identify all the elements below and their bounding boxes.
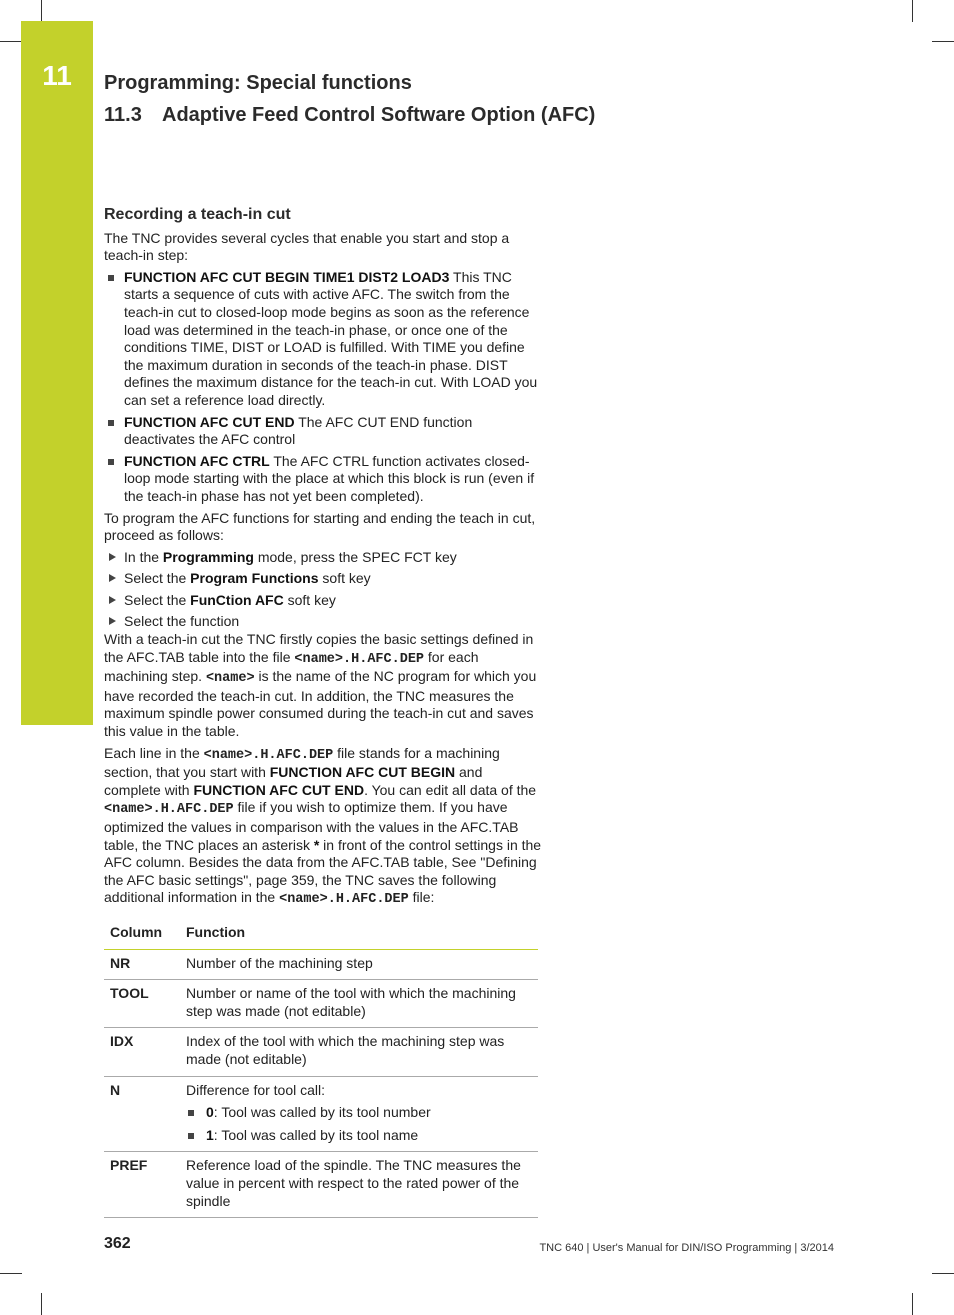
page-content bbox=[104, 206, 542, 1218]
bullet-text: This TNC starts a sequence of cuts with active AFC. The switch from the teach-in cut to closed-loop mode begins as soon as the reference load was determined in the teach-in phase, or once one of the conditions TIME, DIST or LOAD is fulfilled. With TIME you define the maximum duration in seconds of the teach-in phase. DIST defines the maximum distance for the teach-in cut. With LOAD you can set a reference load directly. bbox=[124, 268, 538, 408]
section-name: Adaptive Feed Control Software Option (AFC) bbox=[162, 104, 596, 126]
table-cell-function: Reference load of the spindle. The TNC measures the value in percent with respect to the rated power of the spindle bbox=[180, 1152, 538, 1218]
bullet-command: FUNCTION AFC CUT END bbox=[124, 413, 295, 430]
sub-bullet-text: : Tool was called by its tool name bbox=[213, 1126, 419, 1143]
step-item bbox=[104, 570, 542, 588]
bullet-text: The AFC CUT END function deactivates the AFC control bbox=[124, 413, 473, 448]
bullet-text: The AFC CTRL function activates closed-loop mode starting with the place at which this block is run (even if the teach-in phase has not yet been completed). bbox=[124, 452, 535, 504]
file-name: <name>.H.AFC.DEP bbox=[294, 651, 425, 667]
crop-mark bbox=[41, 1293, 42, 1315]
table-cell-column: N bbox=[104, 1076, 180, 1152]
paragraph-dep-file bbox=[104, 745, 542, 909]
text-run: Each line in the bbox=[104, 744, 204, 761]
chapter-title: Programming: Special functions bbox=[104, 72, 412, 94]
text-run: file: bbox=[408, 889, 435, 906]
table-row bbox=[104, 980, 538, 1028]
program-intro: To program the AFC functions for starting and ending the teach in cut, proceed as follows: bbox=[104, 509, 536, 544]
bullet-square-icon bbox=[108, 275, 114, 281]
intro-paragraph: The TNC provides several cycles that enable you start and stop a teach-in step: bbox=[104, 229, 510, 264]
bullet-square-icon bbox=[108, 420, 114, 426]
step-arrow-icon bbox=[109, 617, 116, 625]
chapter-number: 11 bbox=[42, 60, 72, 91]
text-run: in front of the control settings in the AFC column. Besides the data from the AFC.TAB table, See "Defining the AFC basic settings", page 359, the TNC saves the following additional information in the bbox=[104, 836, 542, 906]
table-cell-function: Number of the machining step bbox=[180, 949, 538, 980]
table-header: Column bbox=[104, 919, 180, 949]
step-arrow-icon bbox=[109, 553, 116, 561]
bullet-item bbox=[104, 453, 542, 506]
crop-mark bbox=[0, 1273, 22, 1274]
step-arrow-icon bbox=[109, 574, 116, 582]
text-run: is the name of the NC program for which you have recorded the teach-in cut. In addition, the TNC measures the maximum spindle power consumed during the teach-in cut and saves this value in the table. bbox=[104, 668, 537, 740]
bullet-item bbox=[104, 269, 542, 410]
bullet-command: FUNCTION AFC CTRL bbox=[124, 452, 270, 469]
page-number: 362 bbox=[104, 1235, 131, 1252]
footer-text: TNC 640 | User's Manual for DIN/ISO Programming | 3/2014 bbox=[539, 1242, 834, 1254]
crop-mark bbox=[932, 1273, 954, 1274]
keyword: * bbox=[313, 836, 320, 853]
table-cell-function: Index of the tool with which the machining step was made (not editable) bbox=[180, 1028, 538, 1076]
text-run: for each machining step. bbox=[104, 648, 479, 685]
bullet-command: FUNCTION AFC CUT BEGIN TIME1 DIST2 LOAD3 bbox=[124, 268, 450, 285]
table-cell-column: TOOL bbox=[104, 980, 180, 1028]
text-run: and complete with bbox=[104, 764, 483, 798]
step-text: In the bbox=[124, 548, 163, 565]
table-cell-column: PREF bbox=[104, 1152, 180, 1218]
keyword: FUNCTION AFC CUT BEGIN bbox=[269, 764, 456, 781]
text-run: . You can edit all data of the bbox=[364, 781, 537, 798]
table-row bbox=[104, 949, 538, 980]
file-name: <name>.H.AFC.DEP bbox=[104, 802, 234, 818]
section-title bbox=[104, 104, 595, 127]
table-header: Function bbox=[180, 919, 538, 949]
bullet-item bbox=[104, 414, 542, 449]
file-name: <name> bbox=[205, 671, 255, 687]
step-text: mode, press the SPEC FCT key bbox=[253, 548, 457, 565]
table-cell-column: NR bbox=[104, 949, 180, 980]
table-row bbox=[104, 1152, 538, 1218]
crop-mark bbox=[912, 1293, 913, 1315]
sub-bullet-text: : Tool was called by its tool number bbox=[213, 1104, 431, 1121]
step-item bbox=[104, 549, 542, 567]
step-item bbox=[104, 613, 542, 631]
table-header-row bbox=[104, 919, 538, 949]
crop-mark bbox=[912, 0, 913, 22]
sub-bullet-value: 0 bbox=[206, 1104, 214, 1121]
sub-bullet bbox=[186, 1104, 532, 1122]
step-arrow-icon bbox=[109, 596, 116, 604]
file-name: <name>.H.AFC.DEP bbox=[279, 892, 409, 908]
cell-text: Difference for tool call: bbox=[186, 1081, 326, 1098]
bullet-square-icon bbox=[108, 459, 114, 465]
table-cell-function: Number or name of the tool with which the machining step was made (not editable) bbox=[180, 980, 538, 1028]
step-text: Select the bbox=[124, 570, 191, 587]
subsection-heading: Recording a teach-in cut bbox=[104, 206, 291, 223]
text-run: file if you wish to optimize them. If you have optimized the values in comparison with the values in the AFC.TAB table, the TNC places an asterisk bbox=[104, 799, 519, 853]
chapter-tab bbox=[21, 21, 93, 725]
step-keyword: FunCtion AFC bbox=[190, 591, 284, 608]
paragraph-teach-in bbox=[104, 631, 542, 741]
bullet-square-icon bbox=[188, 1110, 194, 1116]
text-run: file stands for a machining section, that you start with bbox=[104, 744, 500, 781]
text-run: With a teach-in cut the TNC firstly copies the basic settings defined in the AFC.TAB table into the file bbox=[104, 631, 534, 665]
keyword: FUNCTION AFC CUT END bbox=[193, 781, 365, 798]
table-row bbox=[104, 1028, 538, 1076]
step-text: Select the bbox=[124, 591, 191, 608]
section-number: 11.3 bbox=[104, 104, 142, 126]
file-name: <name>.H.AFC.DEP bbox=[203, 747, 334, 763]
step-text: soft key bbox=[283, 591, 336, 608]
crop-mark bbox=[0, 41, 22, 42]
table-cell-column: IDX bbox=[104, 1028, 180, 1076]
crop-mark bbox=[932, 41, 954, 42]
bullet-square-icon bbox=[188, 1133, 194, 1139]
step-text: soft key bbox=[318, 570, 371, 587]
table-row bbox=[104, 1076, 538, 1152]
sub-bullet bbox=[186, 1127, 532, 1145]
table-cell-function bbox=[180, 1076, 538, 1152]
step-keyword: Programming bbox=[162, 548, 254, 565]
step-item bbox=[104, 592, 542, 610]
step-keyword: Program Functions bbox=[190, 570, 319, 587]
crop-mark bbox=[41, 0, 42, 22]
step-text: Select the function bbox=[124, 613, 240, 630]
sub-bullet-value: 1 bbox=[206, 1126, 214, 1143]
dep-columns-table bbox=[104, 919, 538, 1218]
